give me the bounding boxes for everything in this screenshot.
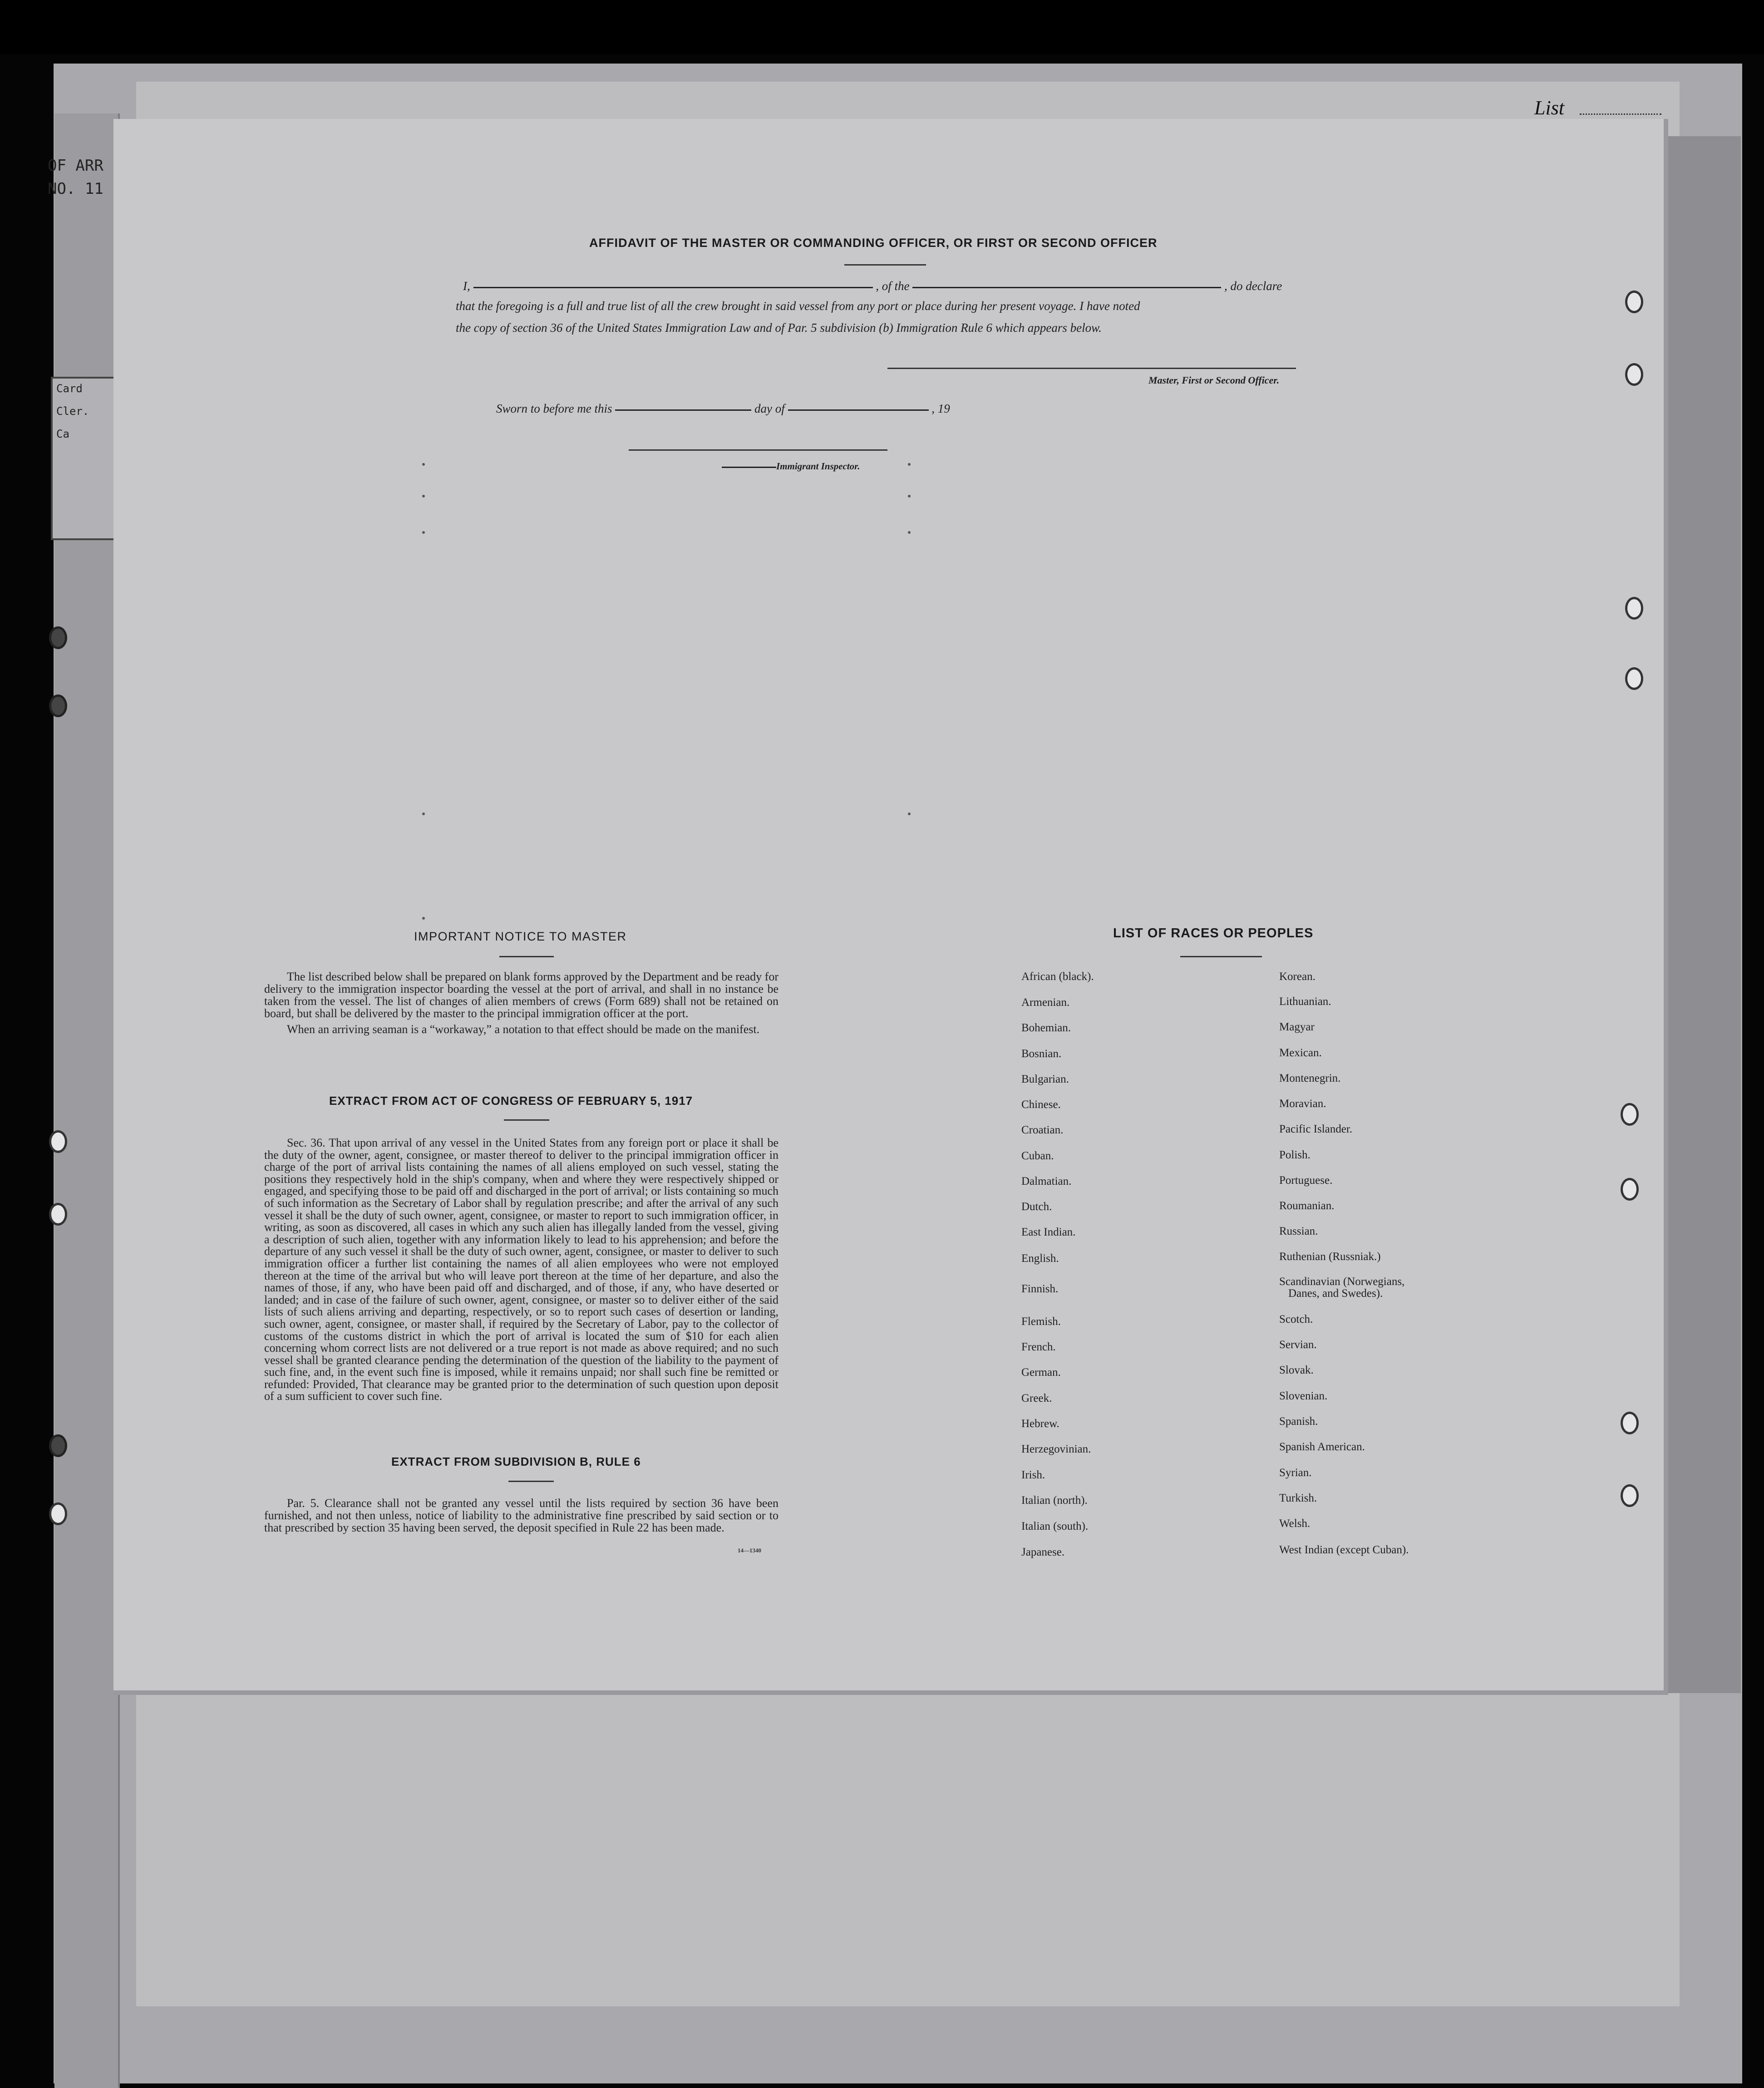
binder-hole-right-3 bbox=[1625, 597, 1643, 620]
affidavit-title: AFFIDAVIT OF THE MASTER OR COMMANDING OFFICER, OR FIRST OR SECOND OFFICER bbox=[589, 236, 1158, 250]
binder-hole-left-3 bbox=[49, 1130, 67, 1153]
notice-title: IMPORTANT NOTICE TO MASTER bbox=[414, 930, 627, 943]
binder-hole-right-6 bbox=[1621, 1178, 1639, 1201]
binder-hole-left-5 bbox=[49, 1434, 67, 1457]
sworn-prefix: Sworn to before me this bbox=[496, 402, 612, 415]
race-left-item: German. bbox=[1021, 1366, 1061, 1379]
race-left-item: Bohemian. bbox=[1021, 1022, 1071, 1034]
race-right-item: Russian. bbox=[1279, 1225, 1318, 1237]
race-left-item: Hebrew. bbox=[1021, 1418, 1059, 1430]
binder-hole-right-8 bbox=[1621, 1484, 1639, 1507]
race-right-item: Moravian. bbox=[1279, 1098, 1326, 1110]
race-right-item: Ruthenian (Russniak.) bbox=[1279, 1251, 1381, 1263]
notice-body bbox=[264, 970, 779, 1035]
card-line-2: Cler. bbox=[56, 405, 89, 418]
race-left-item: Chinese. bbox=[1021, 1098, 1061, 1111]
affidavit-declare-label: , do declare bbox=[1224, 279, 1282, 293]
race-right-item: Servian. bbox=[1279, 1339, 1317, 1351]
bleed-mark bbox=[908, 463, 911, 466]
affidavit-line-3: the copy of section 36 of the United States Immigration Law and of Par. 5 subdivision (b) Immigration Rule 6 which appears below. bbox=[456, 321, 1102, 335]
race-right-item: Spanish American. bbox=[1279, 1441, 1365, 1453]
sworn-year-label: , 19 bbox=[931, 402, 950, 415]
race-right-item: Portuguese. bbox=[1279, 1174, 1333, 1187]
race-right-item: Slovak. bbox=[1279, 1364, 1314, 1376]
inspector-label: Immigrant Inspector. bbox=[776, 461, 860, 472]
bleed-mark bbox=[422, 495, 425, 497]
race-right-item: Mexican. bbox=[1279, 1047, 1322, 1059]
inspector-signature-line[interactable] bbox=[629, 449, 887, 451]
binder-hole-left-1 bbox=[49, 626, 67, 649]
master-name-field[interactable] bbox=[473, 286, 873, 288]
binder-hole-right-1 bbox=[1625, 291, 1643, 313]
race-left-item: Irish. bbox=[1021, 1469, 1045, 1481]
race-right-item: Danes, and Swedes). bbox=[1288, 1287, 1383, 1300]
race-left-item: Armenian. bbox=[1021, 996, 1070, 1009]
binder-hole-right-4 bbox=[1625, 667, 1643, 690]
vessel-name-field[interactable] bbox=[912, 286, 1221, 288]
sworn-day-label: day of bbox=[754, 402, 785, 415]
affidavit-line-2: that the foregoing is a full and true list of all the crew brought in said vessel from any port or place during her present voyage. I have noted bbox=[456, 299, 1140, 313]
officer-signature-label: Master, First or Second Officer. bbox=[1148, 374, 1280, 386]
affidavit-title-rule bbox=[844, 264, 926, 266]
sworn-line bbox=[496, 399, 950, 419]
race-left-item: Japanese. bbox=[1021, 1546, 1065, 1558]
card-line-3: Ca bbox=[56, 428, 69, 440]
inspector-line bbox=[722, 456, 860, 476]
list-number-line bbox=[1580, 113, 1661, 115]
inspector-prefix-blank bbox=[722, 466, 776, 468]
affidavit-of-the-label: , of the bbox=[876, 279, 910, 293]
rule-extract-title: EXTRACT FROM SUBDIVISION B, RULE 6 bbox=[391, 1455, 641, 1468]
race-left-item: Finnish. bbox=[1021, 1283, 1059, 1295]
affidavit-i-label: I, bbox=[463, 279, 470, 293]
race-left-item: African (black). bbox=[1021, 970, 1094, 983]
race-left-item: Bulgarian. bbox=[1021, 1073, 1069, 1085]
race-left-item: Bosnian. bbox=[1021, 1048, 1062, 1060]
par-5-text: Par. 5. Clearance shall not be granted any vessel until the lists required by section 36 have been furnished, and not then unless, notice of liability to the administrative fine prescribed by said section or to that prescribed by section 35 having been served, the deposit specified in Rule 22 has been made. bbox=[264, 1497, 779, 1534]
right-edge-shadow bbox=[1668, 136, 1741, 1693]
card-line-1: Card bbox=[56, 382, 83, 395]
card-tab bbox=[51, 377, 123, 540]
notice-title-rule bbox=[499, 956, 554, 957]
race-left-item: Cuban. bbox=[1021, 1150, 1054, 1162]
bleed-mark bbox=[908, 813, 911, 815]
bleed-mark bbox=[422, 531, 425, 534]
binder-hole-left-6 bbox=[49, 1502, 67, 1525]
race-left-item: English. bbox=[1021, 1252, 1059, 1265]
bleed-mark bbox=[908, 495, 911, 497]
sworn-month-field[interactable] bbox=[788, 409, 929, 411]
act-extract-body bbox=[264, 1137, 779, 1403]
race-left-item: Dutch. bbox=[1021, 1201, 1052, 1213]
binder-hole-left-2 bbox=[49, 694, 67, 717]
notice-paragraph-2: When an arriving seaman is a “workaway,” a notation to that effect should be made on the manifest. bbox=[287, 1023, 760, 1036]
affidavit-line-1 bbox=[463, 276, 1282, 296]
race-right-item: Lithuanian. bbox=[1279, 995, 1331, 1008]
race-left-item: Italian (north). bbox=[1021, 1494, 1088, 1507]
race-left-item: French. bbox=[1021, 1341, 1056, 1353]
binder-hole-left-4 bbox=[49, 1203, 67, 1226]
race-right-item: Welsh. bbox=[1279, 1517, 1311, 1530]
race-right-item: Magyar bbox=[1279, 1021, 1315, 1033]
binder-hole-right-2 bbox=[1625, 363, 1643, 386]
race-right-item: Slovenian. bbox=[1279, 1390, 1328, 1402]
act-extract-title: EXTRACT FROM ACT OF CONGRESS OF FEBRUARY 5, 1917 bbox=[329, 1094, 693, 1108]
race-right-item: Syrian. bbox=[1279, 1467, 1312, 1479]
section-36-text: Sec. 36. That upon arrival of any vessel in the United States from any foreign port or place it shall be the duty of the owner, agent, consignee, or master thereof to deliver to the principal immigration officer in charge of the port of arrival lists containing the names of all aliens employed on such vessel, stating the positions they respectively hold in the ship's company, when and where they were respectively shipped or engaged, and specifying those to be paid off and discharged in the port of arrival; or lists containing so much of such information as the Secretary of Labor shall by regulation prescribe; and after the arrival of any such vessel it shall be the duty of such owner, agent, consignee, or master to report to such immigration officer, in writing, as soon as discovered, all cases in which any such alien has illegally landed from the vessel, giving a description of such alien, together with any information likely to lead to his apprehension; and before the departure of any such vessel it shall be the duty of such owner, agent, consignee, or master to deliver to such immigration officer a further list containing the names of all alien employees who were not employed thereon at the time of the arrival but who will leave port thereon at the time of her departure, and also the names of those, if any, who have been paid off and discharged, and of those, if any, who have deserted or landed; and in case of the failure of such owner, agent, consignee, or master so to deliver either of the said lists of such aliens arriving and departing, respectively, or so to report such cases of desertion or landing, such owner, agent, consignee, or master shall, if required by the Secretary of Labor, pay to the collector of customs of the customs district in which the port of arrival is located the sum of $10 for each alien concerning whom correct lists are not delivered or a true report is not made as above required; and no such vessel shall be granted clearance pending the determination of the question of the liability to the payment of such fine, and, in the event such fine is imposed, while it remains unpaid; nor shall such fine be remitted or refunded: Provided, That clearance may be granted prior to the determination of such question upon deposit of a sum sufficient to cover such fine. bbox=[264, 1136, 779, 1403]
bleed-mark bbox=[908, 531, 911, 534]
form-number: 14—1340 bbox=[738, 1547, 761, 1554]
sworn-day-field[interactable] bbox=[615, 409, 751, 411]
race-right-item: Korean. bbox=[1279, 970, 1316, 983]
arrival-stamp bbox=[48, 154, 116, 222]
stamp-line-1: OF ARR bbox=[48, 157, 103, 175]
officer-signature-line[interactable] bbox=[887, 368, 1296, 369]
race-right-item: West Indian (except Cuban). bbox=[1279, 1544, 1409, 1556]
manifest-page bbox=[113, 119, 1668, 1695]
race-right-item: Turkish. bbox=[1279, 1492, 1317, 1504]
race-right-item: Montenegrin. bbox=[1279, 1072, 1341, 1084]
notice-paragraph-1: The list described below shall be prepared on blank forms approved by the Department and be ready for delivery to the immigration inspector boarding the vessel at the port of arrival, and shall in no instance be taken from the vessel. The list of changes of alien members of crews (Form 689) shall not be retained on board, but shall be delivered by the master to the principal immigration officer at the port. bbox=[264, 970, 779, 1020]
rule-extract-body bbox=[264, 1497, 779, 1534]
race-right-item: Roumanian. bbox=[1279, 1200, 1335, 1212]
binder-hole-right-5 bbox=[1621, 1103, 1639, 1126]
races-title: LIST OF RACES OR PEOPLES bbox=[1113, 926, 1314, 941]
act-extract-rule bbox=[504, 1119, 549, 1121]
race-right-item: Spanish. bbox=[1279, 1415, 1318, 1428]
race-right-item: Pacific Islander. bbox=[1279, 1123, 1353, 1135]
stamp-line-2: NO. 11 bbox=[48, 180, 103, 198]
race-left-item: Greek. bbox=[1021, 1392, 1052, 1404]
bleed-mark bbox=[422, 813, 425, 815]
race-left-item: East Indian. bbox=[1021, 1226, 1076, 1238]
list-label: List bbox=[1534, 97, 1565, 119]
race-left-item: Dalmatian. bbox=[1021, 1175, 1072, 1187]
bleed-mark bbox=[422, 463, 425, 466]
race-left-item: Flemish. bbox=[1021, 1315, 1061, 1328]
bleed-mark bbox=[422, 917, 425, 920]
races-title-rule bbox=[1180, 956, 1262, 957]
race-right-item: Scotch. bbox=[1279, 1313, 1313, 1325]
film-border-top bbox=[0, 0, 1764, 54]
race-right-item: Scandinavian (Norwegians, bbox=[1279, 1275, 1405, 1288]
race-left-item: Italian (south). bbox=[1021, 1520, 1089, 1532]
race-right-item: Polish. bbox=[1279, 1149, 1311, 1161]
binder-hole-right-7 bbox=[1621, 1412, 1639, 1434]
race-left-item: Herzegovinian. bbox=[1021, 1443, 1091, 1455]
rule-extract-rule bbox=[508, 1481, 554, 1482]
race-left-item: Croatian. bbox=[1021, 1124, 1064, 1136]
